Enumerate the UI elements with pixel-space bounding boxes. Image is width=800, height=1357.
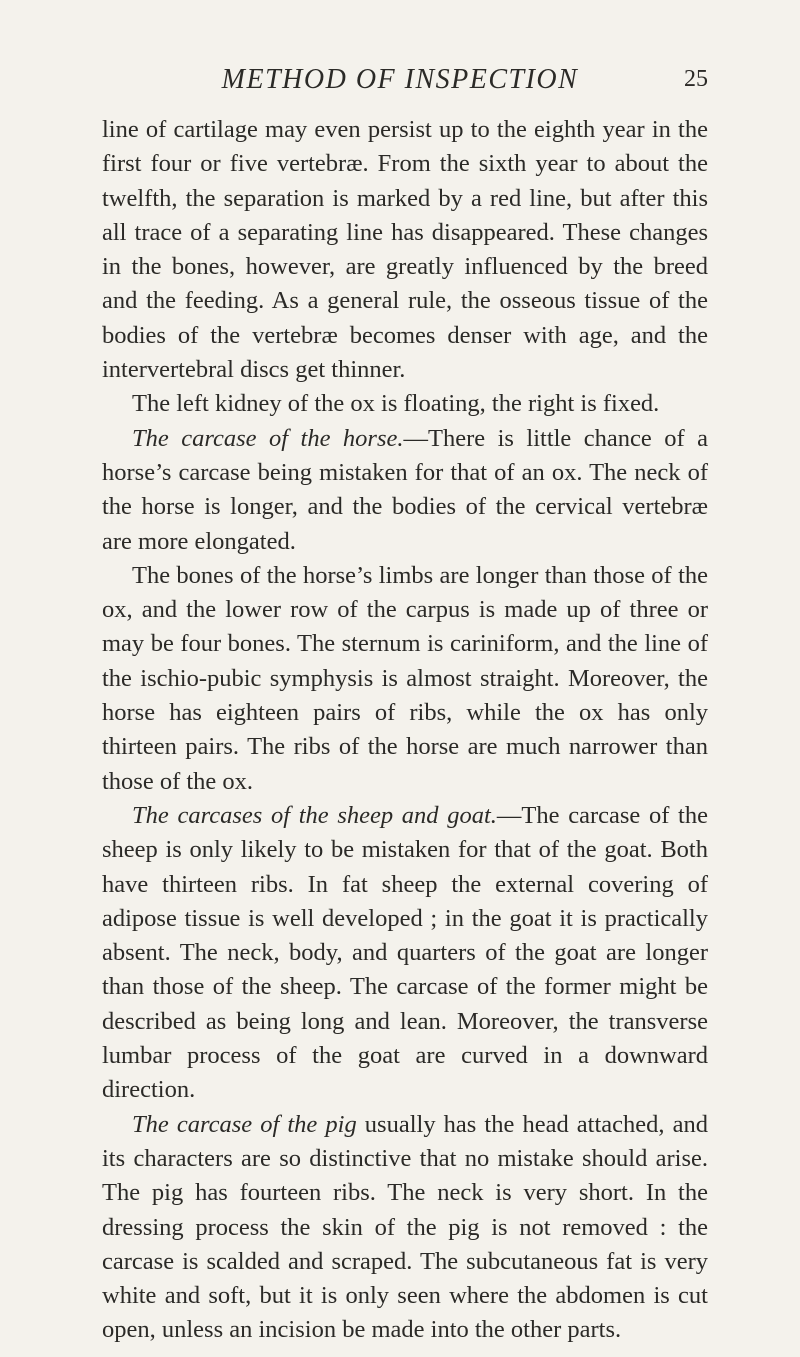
paragraph-text: line of cartilage may even persist up to the eighth year in the first four or five vertebræ. From the sixth year to about the twelfth, the separation is marked by a red line, but after this all trace of a separating line has disappeared. These changes in the bones, however, are greatly influenced by the breed and the feeding. As a general rule, the osseous tissue of the bodies of the vertebræ becomes denser with age, and the intervertebral discs get thinner. (102, 116, 708, 384)
paragraph-horse-bones (102, 559, 708, 799)
paragraph-vertebrae (102, 113, 708, 387)
paragraph-text: —There is little chance of a horse’s carcase being mistaken for that of an ox. The neck of the horse is longer, and the bodies of the cervical vertebræ are more elongated. (102, 424, 708, 555)
paragraph-text: The left kidney of the ox is floating, the right is fixed. (132, 390, 660, 418)
run-in-heading: The carcases of the sheep and goat. (132, 801, 497, 829)
running-head (0, 64, 800, 104)
paragraph-pig (102, 1108, 708, 1348)
paragraph-horse-carcase (102, 422, 708, 559)
paragraph-text: The bones of the horse’s limbs are longer than those of the ox, and the lower row of the carpus is made up of three or may be four bones. The sternum is cariniform, and the line of the ischio-pubic symphysis is almost straight. Moreover, the horse has eighteen pairs of ribs, while the ox has only thirteen pairs. The ribs of the horse are much narrower than those of the ox. (102, 561, 708, 795)
paragraph-text: usually has the head attached, and its characters are so distinctive that no mistake should arise. The pig has fourteen ribs. The neck is very short. In the dressing process the skin of the pig is not removed : the carcase is scalded and scraped. The subcutaneous fat is very white and soft, but it is only seen where the abdomen is cut open, unless an incision be made into the other parts. (102, 1110, 708, 1344)
paragraph-text: —The carcase of the sheep is only likely to be mistaken for that of the goat. Both have thirteen ribs. In fat sheep the external covering of adipose tissue is well developed ; in the goat it is practically absent. The neck, body, and quarters of the goat are longer than those of the sheep. The carcase of the former might be described as being long and lean. Moreover, the transverse lumbar process of the goat are curved in a downward direction. (102, 801, 708, 1104)
paragraph-sheep-goat (102, 799, 708, 1108)
body-text (102, 113, 708, 1348)
page-number: 25 (684, 66, 708, 92)
run-in-heading: The carcase of the pig (132, 1110, 357, 1138)
paragraph-kidney (102, 387, 708, 421)
run-in-heading: The carcase of the horse. (132, 424, 404, 452)
running-title: METHOD OF INSPECTION (221, 64, 579, 95)
